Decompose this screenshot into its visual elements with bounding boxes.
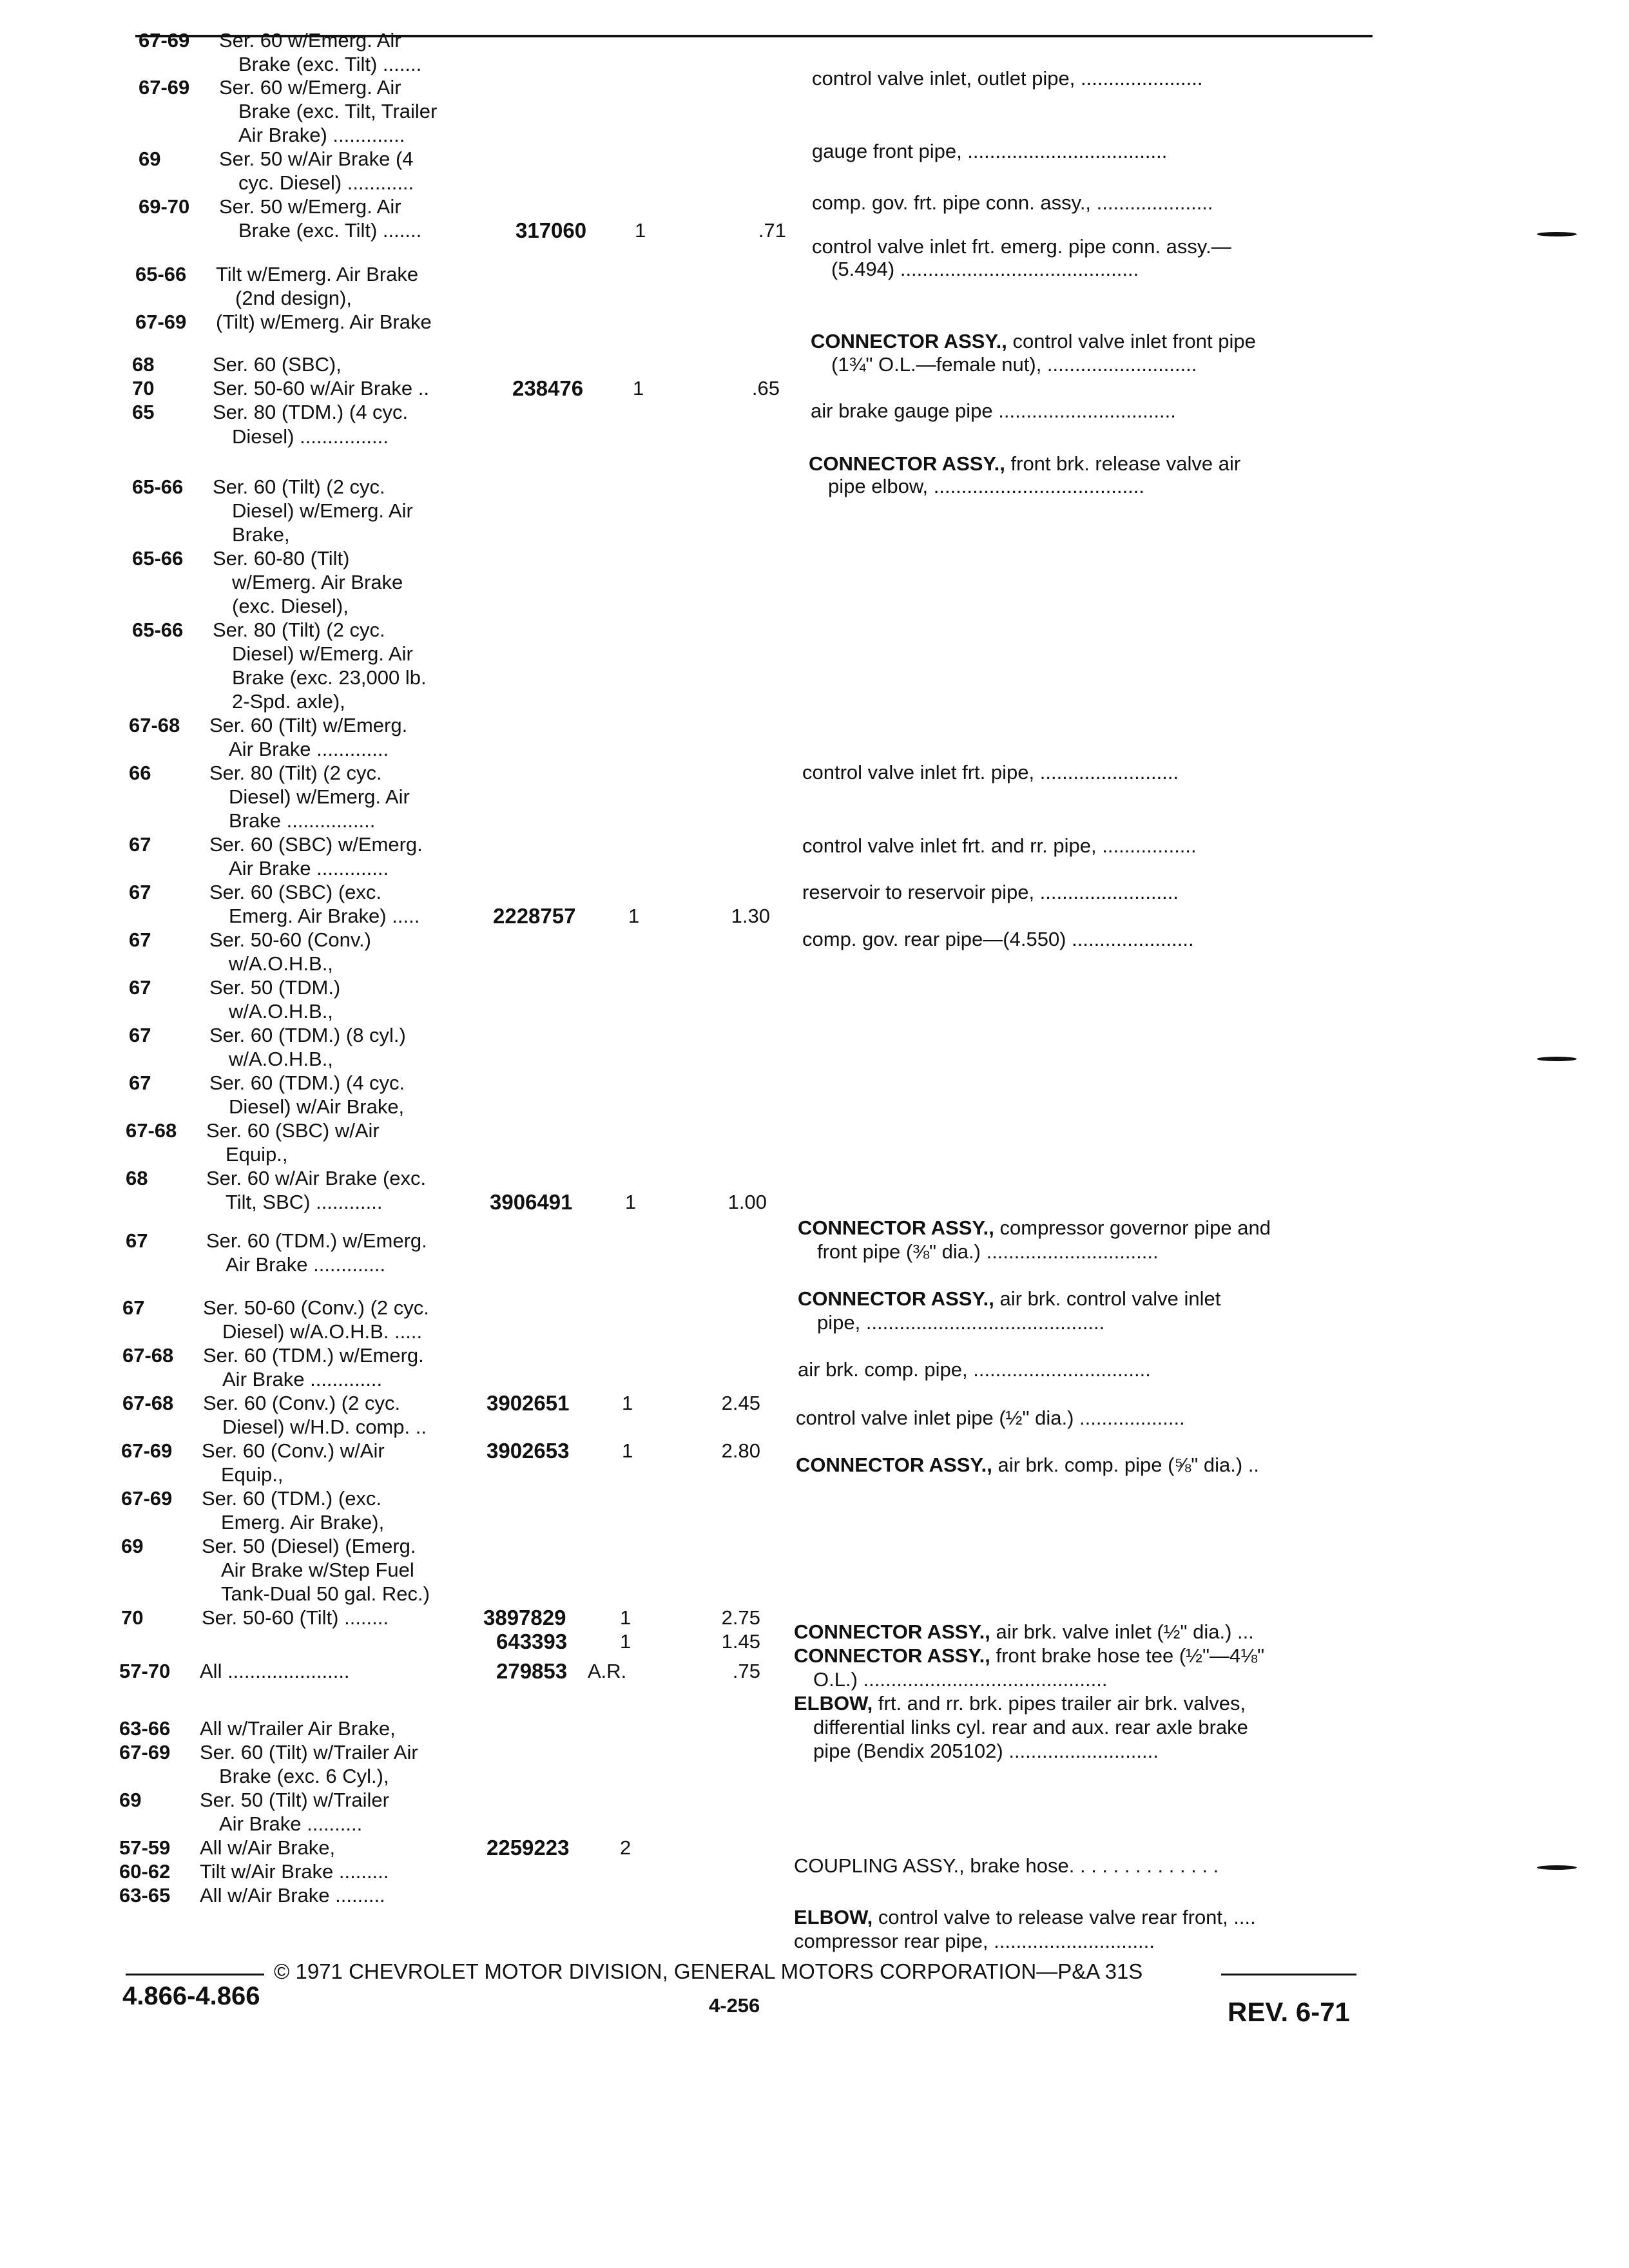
part-number: 2228757 <box>493 904 576 928</box>
application-text: Brake, <box>232 523 290 546</box>
part-description <box>802 881 1179 904</box>
description-text: air brk. comp. pipe, ................................ <box>798 1358 1151 1381</box>
year-range: 67-69 <box>119 1741 171 1763</box>
price: 2.75 <box>721 1606 760 1629</box>
quantity: 1 <box>620 1630 631 1653</box>
part-description <box>802 761 1179 784</box>
description-text: comp. gov. frt. pipe conn. assy., ..................... <box>812 191 1213 214</box>
application-text: Brake (exc. Tilt) ....... <box>238 219 422 242</box>
application-text: Diesel) w/Air Brake, <box>229 1095 405 1118</box>
year-range: 70 <box>121 1606 144 1629</box>
application-text: Brake (exc. 23,000 lb. <box>232 666 427 689</box>
application-text: Emerg. Air Brake), <box>221 1511 385 1533</box>
margin-mark <box>1537 1865 1577 1870</box>
part-name: ELBOW, <box>794 1692 873 1715</box>
application-text: Ser. 50 w/Emerg. Air <box>219 195 401 218</box>
year-range: 65 <box>132 401 155 423</box>
year-range: 67 <box>122 1296 145 1319</box>
application-text: Ser. 50 (Diesel) (Emerg. <box>202 1535 416 1557</box>
year-range: 67-68 <box>122 1344 174 1367</box>
application-text: Ser. 60 (SBC) w/Air <box>206 1119 380 1142</box>
description-text: compressor rear pipe, ............................. <box>794 1930 1155 1952</box>
application-text: Ser. 60 (TDM.) (exc. <box>202 1487 382 1510</box>
application-text: w/Emerg. Air Brake <box>232 571 403 593</box>
application-text: Ser. 60 (SBC) (exc. <box>209 881 382 903</box>
year-range: 65-66 <box>132 619 184 641</box>
year-range: 70 <box>132 377 155 399</box>
part-number: 238476 <box>512 376 584 400</box>
part-number: 3897829 <box>483 1606 566 1629</box>
application-text: Diesel) w/H.D. comp. .. <box>222 1416 427 1438</box>
application-text: cyc. Diesel) ............ <box>238 171 414 194</box>
part-description <box>794 1906 1256 1929</box>
year-range: 67-69 <box>139 76 190 99</box>
quantity: 1 <box>622 1392 633 1414</box>
application-text: Air Brake w/Step Fuel <box>221 1559 414 1581</box>
year-range: 65-66 <box>132 476 184 498</box>
application-text: (exc. Diesel), <box>232 595 349 617</box>
application-text: Ser. 60 w/Emerg. Air <box>219 76 401 99</box>
application-text: Ser. 50 w/Air Brake (4 <box>219 148 414 170</box>
year-range: 67 <box>126 1229 148 1252</box>
description-text: pipe (Bendix 205102) ........................... <box>813 1740 1159 1762</box>
description-text: O.L.) ............................................ <box>813 1668 1108 1691</box>
part-description <box>796 1454 1259 1477</box>
part-description <box>812 67 1203 90</box>
application-text: Ser. 50-60 w/Air Brake .. <box>213 377 429 399</box>
description-text: reservoir to reservoir pipe, ......................... <box>802 881 1179 903</box>
description-text: control valve inlet pipe (½" dia.) ................... <box>796 1407 1185 1429</box>
part-number: 2259223 <box>487 1836 570 1860</box>
part-name: CONNECTOR ASSY., <box>798 1287 994 1310</box>
part-number: 3906491 <box>490 1190 573 1214</box>
part-description <box>798 1358 1151 1381</box>
description-text: air brk. valve inlet (½" dia.) ... <box>990 1620 1254 1643</box>
year-range: 66 <box>129 762 151 784</box>
year-range: 63-66 <box>119 1717 171 1740</box>
group-number: 4.866-4.866 <box>122 1982 260 2010</box>
application-text: All w/Air Brake ......... <box>200 1884 385 1907</box>
year-range: 69 <box>139 148 161 170</box>
application-text: Ser. 80 (Tilt) (2 cyc. <box>209 762 382 784</box>
part-description <box>831 353 1197 376</box>
year-range: 65-66 <box>135 263 187 285</box>
application-text: Ser. 60 (Tilt) w/Trailer Air <box>200 1741 418 1763</box>
part-description <box>794 1930 1155 1953</box>
application-text: Ser. 60 (Tilt) w/Emerg. <box>209 714 408 736</box>
application-text: Diesel) w/Emerg. Air <box>232 499 413 522</box>
application-text: (Tilt) w/Emerg. Air Brake <box>216 311 432 333</box>
application-text: Ser. 60 w/Air Brake (exc. <box>206 1167 427 1189</box>
part-description <box>794 1644 1264 1667</box>
price: 2.80 <box>721 1439 760 1462</box>
year-range: 65-66 <box>132 547 184 570</box>
quantity: 1 <box>633 377 644 399</box>
quantity: 1 <box>635 219 646 242</box>
application-text: Brake ................ <box>229 809 376 832</box>
part-number: 3902651 <box>487 1391 570 1415</box>
description-text: front brake hose tee (½"—4⅛" <box>990 1644 1265 1667</box>
page-number: 4-256 <box>709 1994 760 2017</box>
year-range: 68 <box>126 1167 148 1189</box>
description-text: gauge front pipe, .................................... <box>812 140 1168 162</box>
quantity: 2 <box>620 1836 631 1859</box>
part-number: 643393 <box>496 1629 568 1653</box>
application-text: Ser. 60 (TDM.) (8 cyl.) <box>209 1024 406 1046</box>
description-text: control valve inlet frt. and rr. pipe, ................. <box>802 834 1197 857</box>
year-range: 67 <box>129 1024 151 1046</box>
application-text: Air Brake ............. <box>226 1253 386 1276</box>
price: 1.30 <box>731 905 770 927</box>
part-description <box>812 235 1231 258</box>
application-text: 2-Spd. axle), <box>232 690 345 713</box>
application-text: Air Brake ............. <box>229 857 389 879</box>
part-description <box>813 1716 1248 1739</box>
description-text: control valve inlet, outlet pipe, ...................... <box>812 67 1203 90</box>
part-description <box>817 1240 1159 1264</box>
application-text: Ser. 80 (TDM.) (4 cyc. <box>213 401 409 423</box>
year-range: 67-69 <box>121 1487 173 1510</box>
application-text: Ser. 60 (SBC) w/Emerg. <box>209 833 423 856</box>
application-text: Ser. 60-80 (Tilt) <box>213 547 350 570</box>
year-range: 69 <box>119 1789 142 1811</box>
application-text: Tilt, SBC) ............ <box>226 1191 383 1213</box>
application-text: Ser. 60 (SBC), <box>213 353 342 376</box>
part-description <box>798 1216 1271 1240</box>
year-range: 67-69 <box>121 1439 173 1462</box>
part-name: CONNECTOR ASSY., <box>811 330 1007 352</box>
year-range: 60-62 <box>119 1860 171 1883</box>
part-description <box>828 475 1144 498</box>
description-text: control valve inlet frt. pipe, ......................... <box>802 761 1179 783</box>
price: 2.45 <box>721 1392 760 1414</box>
part-description <box>798 1287 1220 1311</box>
application-text: Ser. 50-60 (Tilt) ........ <box>202 1606 389 1629</box>
application-text: Diesel) w/A.O.H.B. ..... <box>222 1320 423 1343</box>
part-description <box>813 1740 1159 1763</box>
application-text: (2nd design), <box>235 287 352 309</box>
year-range: 67 <box>129 928 151 951</box>
application-text: Ser. 50 (TDM.) <box>209 976 341 999</box>
quantity: 1 <box>625 1191 637 1213</box>
part-description <box>813 1668 1107 1691</box>
description-text: pipe, ........................................... <box>817 1311 1105 1334</box>
application-text: w/A.O.H.B., <box>229 1000 333 1023</box>
application-text: Air Brake .......... <box>219 1812 363 1835</box>
description-text: air brake gauge pipe ................................ <box>811 399 1176 422</box>
copyright-text: © 1971 CHEVROLET MOTOR DIVISION, GENERAL MOTORS CORPORATION—P&A 31S <box>274 1959 1143 1983</box>
quantity: 1 <box>620 1606 631 1629</box>
year-range: 67-68 <box>126 1119 177 1142</box>
description-text: pipe elbow, ...................................... <box>828 475 1145 497</box>
year-range: 57-59 <box>119 1836 171 1859</box>
application-text: Diesel) w/Emerg. Air <box>229 785 410 808</box>
year-range: 63-65 <box>119 1884 171 1907</box>
description-text: front pipe (⅜" dia.) ............................... <box>817 1240 1159 1263</box>
application-text: w/A.O.H.B., <box>229 952 333 975</box>
description-text: control valve inlet frt. emerg. pipe conn. assy.— <box>812 235 1231 258</box>
application-text: Tilt w/Emerg. Air Brake <box>216 263 419 285</box>
price: 1.00 <box>728 1191 767 1213</box>
application-text: Ser. 50 (Tilt) w/Trailer <box>200 1789 389 1811</box>
revision: REV. 6-71 <box>1228 1997 1350 2027</box>
price: 1.45 <box>721 1630 760 1653</box>
part-name: CONNECTOR ASSY., <box>798 1216 994 1239</box>
application-text: Air Brake ............. <box>229 738 389 760</box>
application-text: All w/Trailer Air Brake, <box>200 1717 396 1740</box>
footer-rule-right <box>1221 1974 1356 1975</box>
year-range: 67-68 <box>122 1392 174 1414</box>
application-text: Ser. 60 (Tilt) (2 cyc. <box>213 476 385 498</box>
price: .65 <box>751 377 780 399</box>
application-text: All w/Air Brake, <box>200 1836 336 1859</box>
part-description <box>817 1311 1104 1334</box>
description-text: compressor governor pipe and <box>994 1216 1271 1239</box>
description-text: COUPLING ASSY., brake hose. . . . . . . . . . . . . . <box>794 1854 1219 1877</box>
part-name: CONNECTOR ASSY., <box>796 1454 992 1476</box>
part-description <box>796 1407 1185 1430</box>
application-text: Ser. 50-60 (Conv.) <box>209 928 371 951</box>
quantity: A.R. <box>588 1660 627 1682</box>
year-range: 69 <box>121 1535 144 1557</box>
application-text: Brake (exc. Tilt, Trailer <box>238 100 438 122</box>
application-text: Tank-Dual 50 gal. Rec.) <box>221 1582 430 1605</box>
part-number: 279853 <box>496 1659 568 1683</box>
quantity: 1 <box>628 905 640 927</box>
description-text: (5.494) ........................................... <box>831 258 1139 280</box>
price: .71 <box>758 219 786 242</box>
year-range: 67-69 <box>139 29 190 52</box>
description-text: air brk. comp. pipe (⅝" dia.) .. <box>992 1454 1260 1476</box>
application-text: Ser. 60 (Conv.) w/Air <box>202 1439 385 1462</box>
part-description <box>809 452 1240 476</box>
year-range: 69-70 <box>139 195 190 218</box>
year-range: 67 <box>129 1072 151 1094</box>
year-range: 67 <box>129 881 151 903</box>
description-text: frt. and rr. brk. pipes trailer air brk. valves, <box>872 1692 1246 1715</box>
part-description <box>811 330 1256 353</box>
part-description <box>802 928 1194 951</box>
description-text: (1¾" O.L.—female nut), ........................... <box>831 353 1197 376</box>
application-text: Air Brake) ............. <box>238 124 405 146</box>
part-description <box>811 399 1176 423</box>
part-number: 317060 <box>516 218 587 242</box>
application-text: Brake (exc. Tilt) ....... <box>238 53 422 75</box>
year-range: 67 <box>129 976 151 999</box>
part-description <box>794 1854 1219 1878</box>
price: .75 <box>732 1660 760 1682</box>
part-name: CONNECTOR ASSY., <box>794 1644 990 1667</box>
description-text: air brk. control valve inlet <box>994 1287 1221 1310</box>
margin-mark <box>1537 232 1577 236</box>
part-name: CONNECTOR ASSY., <box>809 452 1005 475</box>
application-text: Ser. 60 (TDM.) w/Emerg. <box>206 1229 427 1252</box>
description-text: control valve to release valve rear front, .... <box>872 1906 1256 1928</box>
margin-mark <box>1537 1057 1577 1061</box>
part-name: CONNECTOR ASSY., <box>794 1620 990 1643</box>
year-range: 67-68 <box>129 714 180 736</box>
application-text: Equip., <box>226 1143 288 1166</box>
application-text: All ...................... <box>200 1660 350 1682</box>
description-text: comp. gov. rear pipe—(4.550) ...................... <box>802 928 1194 950</box>
year-range: 68 <box>132 353 155 376</box>
part-description <box>794 1620 1254 1644</box>
part-name: ELBOW, <box>794 1906 873 1928</box>
application-text: Tilt w/Air Brake ......... <box>200 1860 389 1883</box>
quantity: 1 <box>622 1439 633 1462</box>
year-range: 67 <box>129 833 151 856</box>
year-range: 57-70 <box>119 1660 171 1682</box>
description-text: differential links cyl. rear and aux. rear axle brake <box>813 1716 1248 1738</box>
application-text: Ser. 50-60 (Conv.) (2 cyc. <box>203 1296 429 1319</box>
part-description <box>802 834 1197 858</box>
application-text: Diesel) ................ <box>232 425 389 448</box>
footer-rule-left <box>126 1974 264 1975</box>
application-text: Ser. 60 (TDM.) w/Emerg. <box>203 1344 424 1367</box>
application-text: Air Brake ............. <box>222 1368 383 1390</box>
description-text: control valve inlet front pipe <box>1007 330 1256 352</box>
year-range: 67-69 <box>135 311 187 333</box>
part-description <box>812 140 1167 163</box>
part-description <box>794 1692 1246 1715</box>
application-text: Ser. 60 w/Emerg. Air <box>219 29 401 52</box>
application-text: Brake (exc. 6 Cyl.), <box>219 1765 389 1787</box>
part-description <box>812 191 1213 215</box>
application-text: Ser. 80 (Tilt) (2 cyc. <box>213 619 385 641</box>
application-text: Emerg. Air Brake) ..... <box>229 905 420 927</box>
description-text: front brk. release valve air <box>1005 452 1241 475</box>
application-text: Ser. 60 (TDM.) (4 cyc. <box>209 1072 405 1094</box>
application-text: Equip., <box>221 1463 284 1486</box>
part-description <box>831 258 1139 281</box>
application-text: Ser. 60 (Conv.) (2 cyc. <box>203 1392 401 1414</box>
application-text: w/A.O.H.B., <box>229 1048 333 1070</box>
application-text: Diesel) w/Emerg. Air <box>232 642 413 665</box>
part-number: 3902653 <box>487 1439 570 1463</box>
